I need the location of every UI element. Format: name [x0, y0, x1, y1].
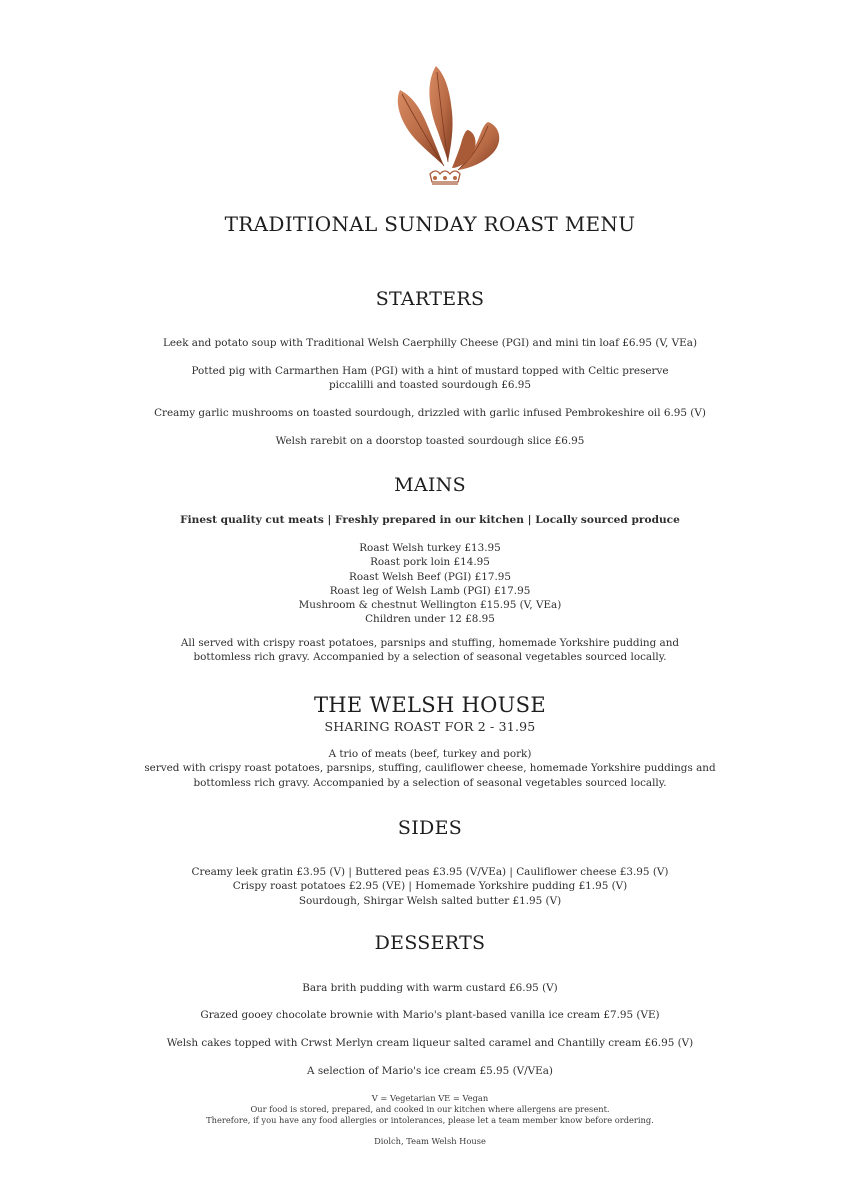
sides-list [100, 865, 760, 908]
starter-item: Welsh rarebit on a doorstop toasted sourdough slice £6.95 [275, 435, 585, 447]
starter-item: Potted pig with Carmarthen Ham (PGI) with a hint of mustard topped with Celtic preserve piccalilli and toasted sourdough £6.95 [191, 365, 669, 391]
sides-line: Sourdough, Shirgar Welsh salted butter £1.95 (V) [298, 894, 562, 907]
feather-plume-icon [388, 62, 518, 192]
mains-list [150, 541, 710, 627]
mains-note: All served with crispy roast potatoes, parsnips and stuffing, homemade Yorkshire pudding and bottomless rich gravy. Accompanied by a selection of seasonal vegetables sourced locally. [180, 637, 680, 663]
welsh-house-line: served with crispy roast potatoes, parsnips, stuffing, cauliflower cheese, homemade Yorkshire puddings and [144, 762, 716, 775]
diet-legend: V = Vegetarian VE = Vegan [371, 1093, 489, 1103]
welsh-house-heading: THE WELSH HOUSE [313, 693, 546, 717]
sides-heading: SIDES [397, 817, 463, 839]
main-item: Mushroom & chestnut Wellington £15.95 (V, VEa) [298, 599, 562, 612]
mains-tagline: Finest quality cut meats | Freshly prepared in our kitchen | Locally sourced produce [180, 514, 680, 526]
starter-item: Creamy garlic mushrooms on toasted sourdough, drizzled with garlic infused Pembrokeshire oil 6.95 (V) [154, 407, 706, 419]
dessert-item: Bara brith pudding with warm custard £6.95 (V) [302, 982, 558, 994]
sides-line: Creamy leek gratin £3.95 (V) | Buttered peas £3.95 (V/VEa) | Cauliflower cheese £3.95 (V) [191, 866, 669, 878]
main-item: Roast pork loin £14.95 [370, 556, 490, 569]
dessert-item: Welsh cakes topped with Crwst Merlyn cream liqueur salted caramel and Chantilly cream £6.95 (V) [166, 1037, 694, 1049]
starters-heading: STARTERS [375, 288, 485, 310]
sides-line: Crispy roast potatoes £2.95 (VE) | Homemade Yorkshire pudding £1.95 (V) [232, 880, 628, 893]
starter-item: Leek and potato soup with Traditional Welsh Caerphilly Cheese (PGI) and mini tin loaf £6.95 (V, VEa) [163, 337, 697, 349]
dessert-item: Grazed gooey chocolate brownie with Mario's plant-based vanilla ice cream £7.95 (VE) [200, 1009, 660, 1021]
mains-heading: MAINS [394, 474, 466, 496]
main-item: Roast Welsh Beef (PGI) £17.95 [349, 570, 511, 583]
signoff: Diolch, Team Welsh House [374, 1136, 486, 1146]
welsh-house-line: bottomless rich gravy. Accompanied by a selection of seasonal vegetables sourced locally. [193, 776, 667, 789]
welsh-house-description [100, 747, 760, 790]
welsh-house-subheading: SHARING ROAST FOR 2 - 31.95 [324, 719, 536, 734]
allergen-notice: Therefore, if you have any food allergies or intolerances, please let a team member know before ordering. [206, 1115, 654, 1125]
main-item: Roast Welsh turkey £13.95 [359, 542, 501, 554]
main-item: Roast leg of Welsh Lamb (PGI) £17.95 [329, 584, 531, 597]
main-item: Children under 12 £8.95 [365, 613, 495, 626]
dessert-item: A selection of Mario's ice cream £5.95 (V/VEa) [307, 1065, 553, 1077]
allergen-notice: Our food is stored, prepared, and cooked in our kitchen where allergens are present. [250, 1104, 610, 1114]
desserts-heading: DESSERTS [374, 932, 486, 954]
welsh-house-line: A trio of meats (beef, turkey and pork) [328, 748, 532, 760]
menu-title: TRADITIONAL SUNDAY ROAST MENU [224, 212, 636, 236]
